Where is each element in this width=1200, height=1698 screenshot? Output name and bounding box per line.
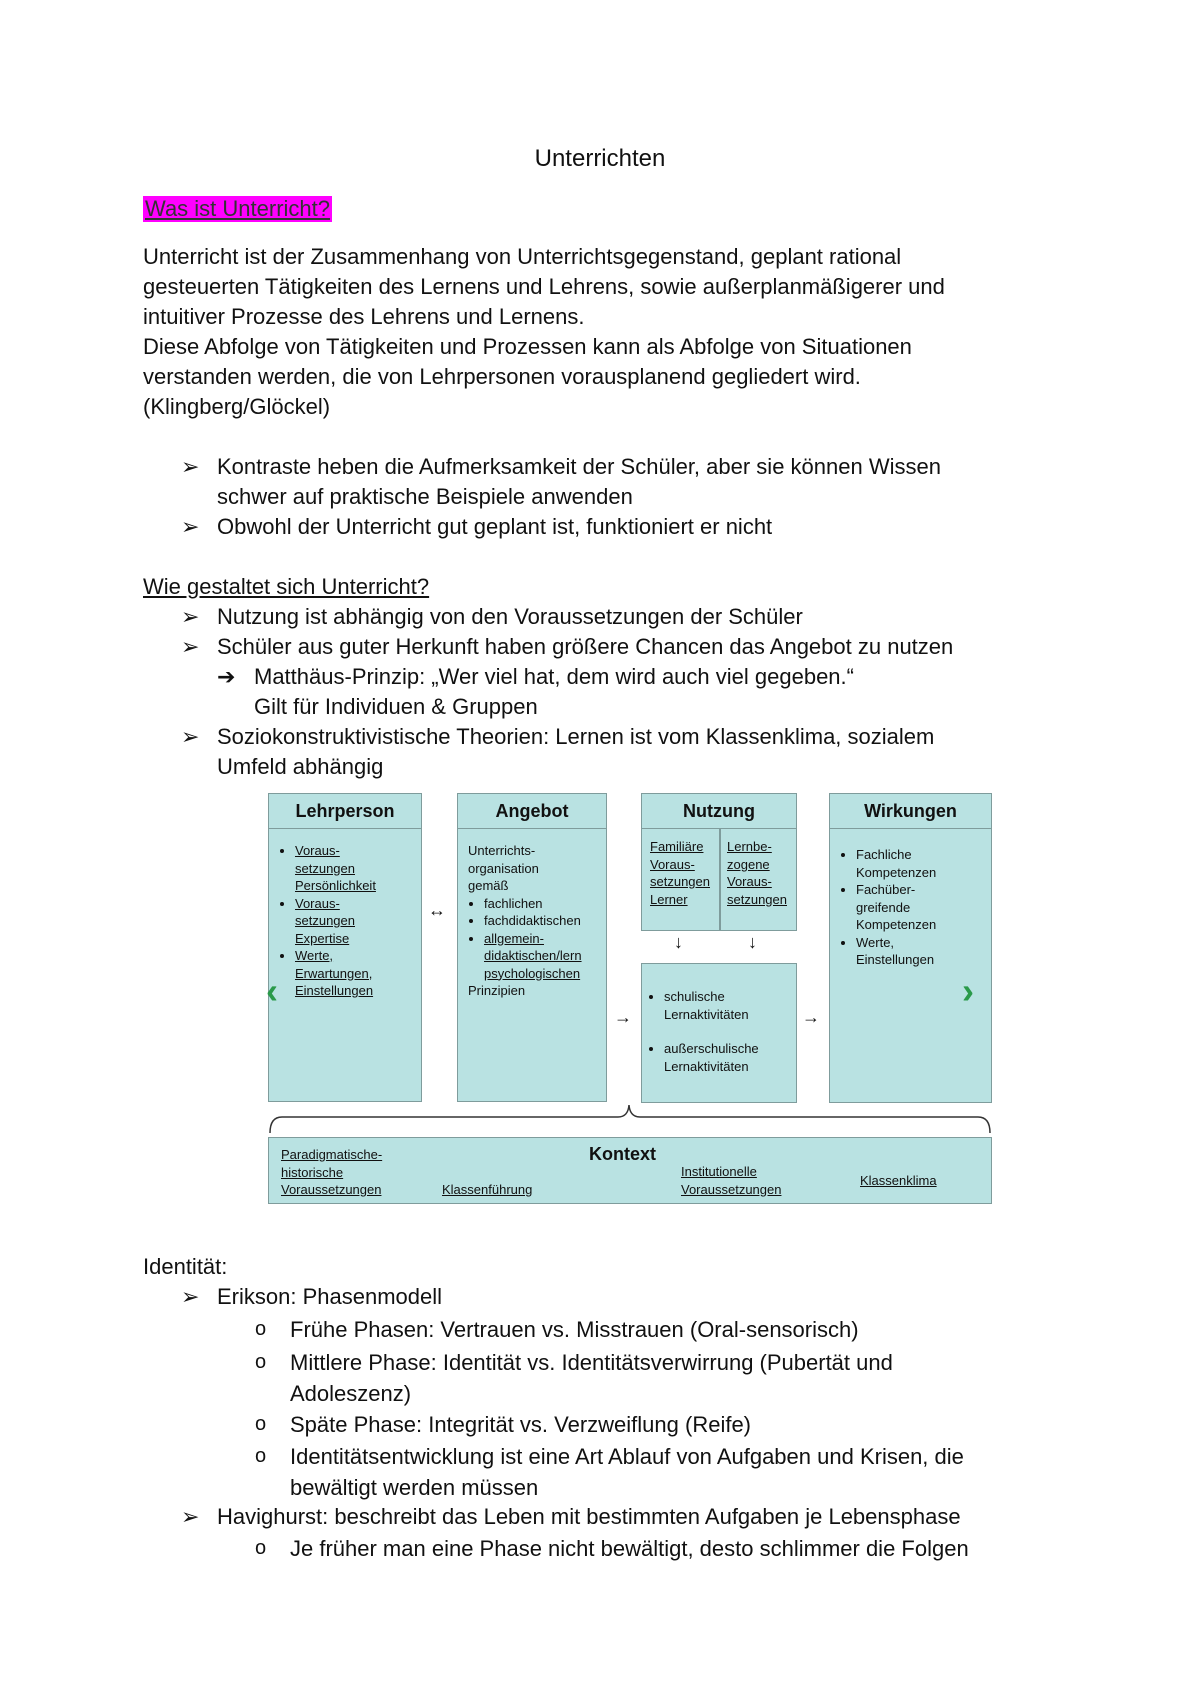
box-text: Lerner: [650, 891, 688, 907]
box-text: Unterrichts-: [468, 843, 536, 858]
box-text: setzungen: [727, 891, 787, 907]
box-title: Lehrperson: [269, 794, 421, 829]
chevron-right-icon[interactable]: ›: [962, 970, 974, 1011]
bullet-text: Nutzung ist abhängig von den Voraussetzungen der Schüler: [217, 604, 803, 629]
list-item: Kompetenzen: [856, 917, 937, 932]
bullet-text: Soziokonstruktivistische Theorien: Lernen ist vom Klassenklima, sozialem: [217, 724, 935, 749]
section-heading-was-ist-unterricht: Was ist Unterricht?: [145, 196, 331, 221]
sub-bullet-text: Adoleszenz): [290, 1381, 412, 1406]
list-item: setzungen: [295, 913, 355, 928]
box-body: [840, 846, 990, 969]
sub-bullet-icon: o: [255, 1413, 267, 1435]
list-item: Lernaktivitäten: [664, 1006, 749, 1022]
box-lehrperson: [268, 793, 422, 1102]
sub-bullet-text: bewältigt werden müssen: [290, 1475, 539, 1500]
box-text: Paradigmatische-: [281, 1147, 383, 1162]
paragraph-line: Unterricht ist der Zusammenhang von Unterrichtsgegenstand, geplant rational: [143, 244, 902, 269]
paragraph-line: (Klingberg/Glöckel): [143, 394, 331, 419]
list-item: Fachliche: [856, 847, 912, 862]
list-item: Einstellungen: [856, 952, 935, 967]
down-arrow-icon: ↓: [748, 932, 757, 952]
box-body: [650, 838, 718, 908]
list-item: Lernaktivitäten: [664, 1058, 749, 1074]
bullet-arrow-icon: ➢: [181, 604, 200, 629]
box-body: [648, 988, 796, 1075]
brace-connector: [268, 1103, 993, 1137]
box-angebot: [457, 793, 607, 1102]
box-text: organisation: [468, 860, 539, 876]
box-title: Nutzung: [642, 794, 796, 829]
bullet-text: Erikson: Phasenmodell: [217, 1284, 443, 1309]
sub-bullet-text: Späte Phase: Integrität vs. Verzweiflung (Reife): [290, 1412, 752, 1437]
list-item: Expertise: [295, 930, 350, 946]
list-item: setzungen: [295, 860, 355, 876]
box-text: Voraus-: [727, 874, 772, 889]
section-heading-identitaet: Identität:: [143, 1254, 228, 1279]
paragraph-line: gesteuerten Tätigkeiten des Lernens und Lehrens, sowie außerplanmäßigerer und: [143, 274, 945, 299]
list-item: Voraus-: [295, 895, 340, 911]
box-text: zogene: [727, 856, 770, 872]
list-item: Fachüber-: [856, 882, 916, 897]
list-item: Erwartungen,: [295, 965, 373, 981]
box-text: historische: [281, 1164, 344, 1180]
sub-bullet-icon: o: [255, 1537, 267, 1559]
list-item: Werte,: [295, 948, 334, 963]
box-kontext: [268, 1137, 992, 1204]
list-item: Voraus-: [295, 843, 340, 858]
sub-bullet-icon: o: [255, 1351, 267, 1373]
bullet-arrow-icon: ➢: [181, 1504, 200, 1529]
list-item: didaktischen/lern: [484, 948, 582, 963]
box-text: Familiäre: [650, 839, 704, 854]
bullet-arrow-icon: ➢: [181, 724, 200, 749]
box-divider: [719, 828, 721, 930]
paragraph-line: verstanden werden, die von Lehrpersonen vorausplanend gegliedert wird.: [143, 364, 861, 389]
matthaeus-line-2: Gilt für Individuen & Gruppen: [254, 694, 538, 719]
box-lernaktivitaeten: [641, 963, 797, 1103]
box-nutzung: [641, 793, 797, 931]
list-item: Werte,: [856, 934, 895, 950]
bullet-text: Umfeld abhängig: [217, 754, 384, 779]
bidirectional-arrow-icon: ↔: [428, 900, 446, 920]
list-item: allgemein-: [484, 930, 544, 946]
list-item: schulische: [664, 989, 725, 1004]
box-text: Institutionelle: [681, 1164, 757, 1179]
box-body: [727, 838, 795, 908]
bullet-text: Kontraste heben die Aufmerksamkeit der Schüler, aber sie können Wissen: [217, 454, 941, 479]
bullet-text: schwer auf praktische Beispiele anwenden: [217, 484, 633, 509]
section-heading-wie-gestaltet: Wie gestaltet sich Unterricht?: [143, 574, 430, 599]
right-arrow-icon: →: [802, 1007, 820, 1027]
list-item: Persönlichkeit: [295, 878, 376, 893]
list-item: psychologischen: [484, 965, 581, 981]
box-body: [279, 842, 419, 1000]
list-item: Einstellungen: [295, 983, 374, 998]
matthaeus-line: Matthäus-Prinzip: „Wer viel hat, dem wird auch viel gegeben.“: [254, 664, 854, 689]
box-text: Voraus-: [650, 856, 695, 872]
bullet-arrow-icon: ➢: [181, 514, 200, 539]
box-text: Klassenführung: [442, 1182, 533, 1197]
bullet-arrow-icon: ➢: [181, 454, 200, 479]
right-arrow-icon: ➔: [217, 664, 236, 689]
paragraph-line: Diese Abfolge von Tätigkeiten und Prozessen kann als Abfolge von Situationen: [143, 334, 912, 359]
down-arrow-icon: ↓: [674, 932, 683, 952]
page-title: Unterrichten: [534, 145, 666, 172]
box-text: Voraussetzungen: [681, 1181, 782, 1197]
list-item: greifende: [856, 899, 911, 915]
sub-bullet-icon: o: [255, 1445, 267, 1467]
box-text: gemäß: [468, 878, 509, 893]
kontext-item: [281, 1146, 382, 1199]
paragraph-line: intuitiver Prozesse des Lehrens und Lernens.: [143, 304, 585, 329]
chevron-left-icon[interactable]: ‹: [266, 970, 278, 1011]
box-text: Lernbe-: [727, 839, 772, 854]
box-text: Prinzipien: [468, 983, 526, 998]
bullet-arrow-icon: ➢: [181, 1284, 200, 1309]
box-title: Kontext: [589, 1144, 656, 1164]
sub-bullet-text: Frühe Phasen: Vertrauen vs. Misstrauen (Oral-sensorisch): [290, 1317, 859, 1342]
box-body: [468, 842, 606, 1000]
box-text: Voraussetzungen: [281, 1182, 382, 1197]
box-title: Angebot: [458, 794, 606, 829]
list-item: Kompetenzen: [856, 864, 937, 880]
sub-bullet-text: Je früher man eine Phase nicht bewältigt, desto schlimmer die Folgen: [290, 1536, 969, 1561]
box-title: Wirkungen: [830, 794, 991, 829]
bullet-text: Havighurst: beschreibt das Leben mit bestimmten Aufgaben je Lebensphase: [217, 1504, 961, 1529]
kontext-item: [681, 1163, 781, 1198]
list-item: außerschulische: [664, 1041, 759, 1056]
right-arrow-icon: →: [614, 1007, 632, 1027]
box-text: setzungen: [650, 874, 710, 889]
bullet-arrow-icon: ➢: [181, 634, 200, 659]
box-text: Klassenklima: [860, 1173, 937, 1188]
bullet-text: Schüler aus guter Herkunft haben größere Chancen das Angebot zu nutzen: [217, 634, 954, 659]
bullet-text: Obwohl der Unterricht gut geplant ist, funktioniert er nicht: [217, 514, 773, 539]
sub-bullet-icon: o: [255, 1318, 267, 1340]
box-wirkungen: [829, 793, 992, 1103]
sub-bullet-text: Mittlere Phase: Identität vs. Identitätsverwirrung (Pubertät und: [290, 1350, 893, 1375]
list-item: • fachdidaktischen: [484, 912, 606, 930]
sub-bullet-text: Identitätsentwicklung ist eine Art Ablauf von Aufgaben und Krisen, die: [290, 1444, 964, 1469]
list-item: • fachlichen: [484, 895, 606, 913]
